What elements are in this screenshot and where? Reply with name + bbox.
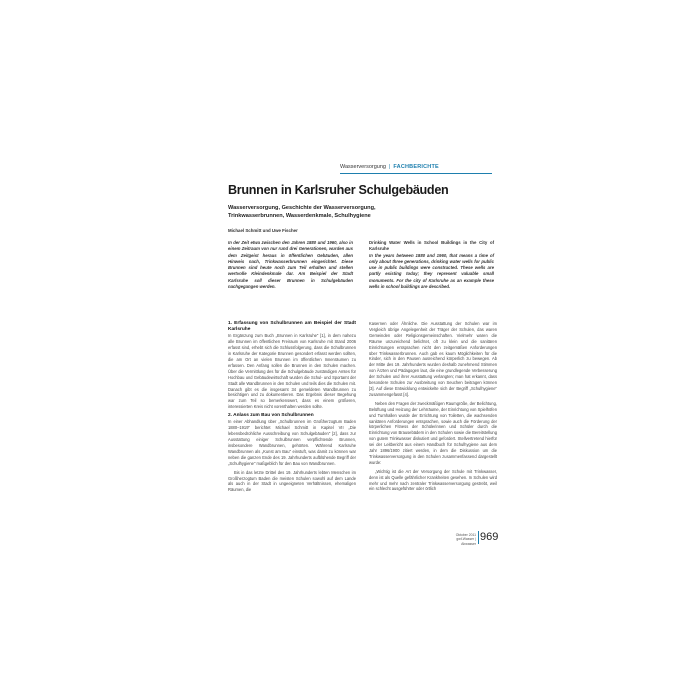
abstract-english-text: In the years between 1880 and 1960, that means a time of only about three generations, drinking water wells for public use in public buildings were constructed. These wells are partly existing today; they represent valuable small monuments. For the city of Karlsruhe as an example these wells in school buildings are described.	[369, 252, 494, 290]
page-number: 969	[480, 531, 499, 543]
body-paragraph: Neben den Fragen der zweckmäßigen Raumgröße, der Belichtung, Belüftung und Heizung der Lehrräume, der Einrichtung von Spielhöfen und Turnhallen wurde der Errichtung von Toiletten, die wachsenden sanitären Anforderungen entsprachen, sowie auch die Förderung der körperlichen Fitness der Schülerinnen und Schüler durch die Einrichtung von Brausebädern in den Schulen sowie die Bereitstellung von gutem Trinkwasser diskutiert und gefordert. Stellvertretend hierfür sei der Leitbericht aus einem Handbuch für Schulhygiene aus dem Jahr 1896/1900 zitiert werden, in dem die Diskussion um die Trinkwasserversorgung in den Schulen zusammenfassend dargestellt wurde:	[369, 400, 497, 465]
footer-divider	[478, 531, 479, 544]
abstract-english	[369, 240, 494, 290]
header-rule	[340, 173, 492, 174]
section-header	[340, 161, 492, 173]
journal-name: gwf-Wasser | Abwasser	[456, 537, 476, 546]
article-keywords: Wasserversorgung, Geschichte der Wasserversorgung, Trinkwasserbrunnen, Wasserdenkmale, Schulhygiene	[228, 205, 376, 219]
body-paragraph: Kasernen oder Ähnliche. Die Ausstattung der Schulen war im Vergleich übrige Angelegenheit der Träger der Schulen, das waren Gemeinden oder Religionsgemeinschaften. Vielmehr waren die Räume unzureichend belichtet, oft zu klein und die sanitären Einrichtungen entsprachen nicht den zeitgemäßen Anforderungen über Trinkwasserbrunnen. Auch gab es kaum Möglichkeiten für die Kinder, sich in den Pausen ausreichend körperlich zu bewegen. Ab der Mitte des 19. Jahrhunderts wurden deshalb zunehmend Stimmen von Ärzten und Pädagogen laut, die eine grundlegende Verbesserung der Schulen und ihrer Ausstattung verlangten; man hat erkannt, dass besondere Schulen zur Ausbreitung von Seuchen beitragen können [3]. Auf diese Entwicklung entwickelte sich der Begriff „Schulhygiene" zusammengefasst [4].	[369, 321, 497, 397]
section-heading: 1. Erfassung von Schulbrunnen am Beispiel der Stadt Karlsruhe	[228, 321, 356, 333]
issue-date: Oktober 2011	[455, 533, 476, 537]
body-paragraph: In Ergänzung zum Buch „Brunnen in Karlsruhe" [1], in dem nahezu alle Brunnen im öffentlichen Freiraum von Karlsruhe mit Stand 2006 erfasst sind, erhebt sich die Schlussfolgerung, dass die Schulbrunnen in Karlsruhe der Kategorie Brunnen gesondert erfasst werden sollten, die am Ort an vielen Brunnen im öffentlichen Innenräumen zu erfassen. Den Anfang sollen die Brunnen in den Schulen machen. Über die Vermittlung des für die Schulgebäude zuständigen Amtes für Hochbau und Gebäudewirtschaft wurden die Schul- und Sportamt der Stadt alle Wandbrunnen in den Schulen und teils dies die Schulen mit. Danach gibt es die insgesamt 34 gemeldeten Wandbrunnen zu besichtigen und zu dokumentieren. Das Ergebnis dieser Begehung war zum Teil so bemerkenswert, dass es einem größeren, interessierten Kreis nicht vorenthalten werden sollte.	[228, 333, 356, 410]
article-title: Brunnen in Karlsruher Schulgebäuden	[228, 183, 449, 197]
section-name: Wasserversorgung	[340, 164, 386, 170]
body-paragraph: „Wichtig ist die Art der Versorgung der Schule mit Trinkwasser, denn ist als Quelle gefährlicher Krankheiten gesehen. In Schulen wird mehr und mehr nach zentraler Trinkwasserversorgung gestrebt, weil ein schlecht ausgeführter oder örtlich	[369, 468, 497, 492]
body-paragraph: Bis in das letzte Drittel des 19. Jahrhunderts lebten Menschen im Großherzogtum Baden die meisten Schulen sowohl auf dem Lande als auch in der Stadt in ungeeigneten Verhältnissen, ehemaligen Räumen, die	[228, 469, 356, 493]
category-label: FACHBERICHTE	[393, 164, 439, 170]
body-column-right	[369, 321, 497, 495]
section-heading: 2. Anlass zum Bau von Schulbrunnen	[228, 413, 314, 419]
article-authors: Michael Schmitt und Uwe Fischer	[228, 228, 298, 233]
body-column-left	[228, 321, 356, 496]
footer-meta	[446, 533, 476, 546]
header-separator: |	[388, 164, 391, 170]
body-paragraph: In einer Abhandlung über „Schulbrunnen im Großherzogtum Baden 1880–1919" berichtet Michael Schmitt in Kapitel VII „Die lebensbedrohliche Ausschreibung von Schulgebäuden" [2], dass zur Ausstattung einiger Schulbrunnen verpflichtende Brunnen, insbesondere Wandbrunnen, gehörten. Während Karlsruhe Wandbrunnen als „Kunst am Bau" einstuft, was damit zu können war neben die ganzen Ende des 19. Jahrhunderts aufblühende Begriff der „Schulhygiene" maßgeblich für den Bau von Wandbrunnen.	[228, 419, 356, 466]
abstract-english-title: Drinking Water Wells in School Buildings in the City of Karlsruhe	[369, 240, 494, 252]
abstract-german: In der Zeit etwa zwischen den Jahren 1880 und 1960, also in einem Zeitraum von nur rund drei Generationen, wurden aus dem Zeitgeist heraus in öffentlichen Gebäuden, allen Hinweis nach, Trinkwasserbrunnen eingerichtet. Diese Brunnen sind heute noch zum Teil erhalten und stellen wertvolle Kleindenkmale dar. Am Beispiel der Stadt Karlsruhe soll dieser Brunnen in Schulgebäuden nachgegangen werden.	[228, 240, 353, 290]
page-footer	[446, 531, 499, 546]
